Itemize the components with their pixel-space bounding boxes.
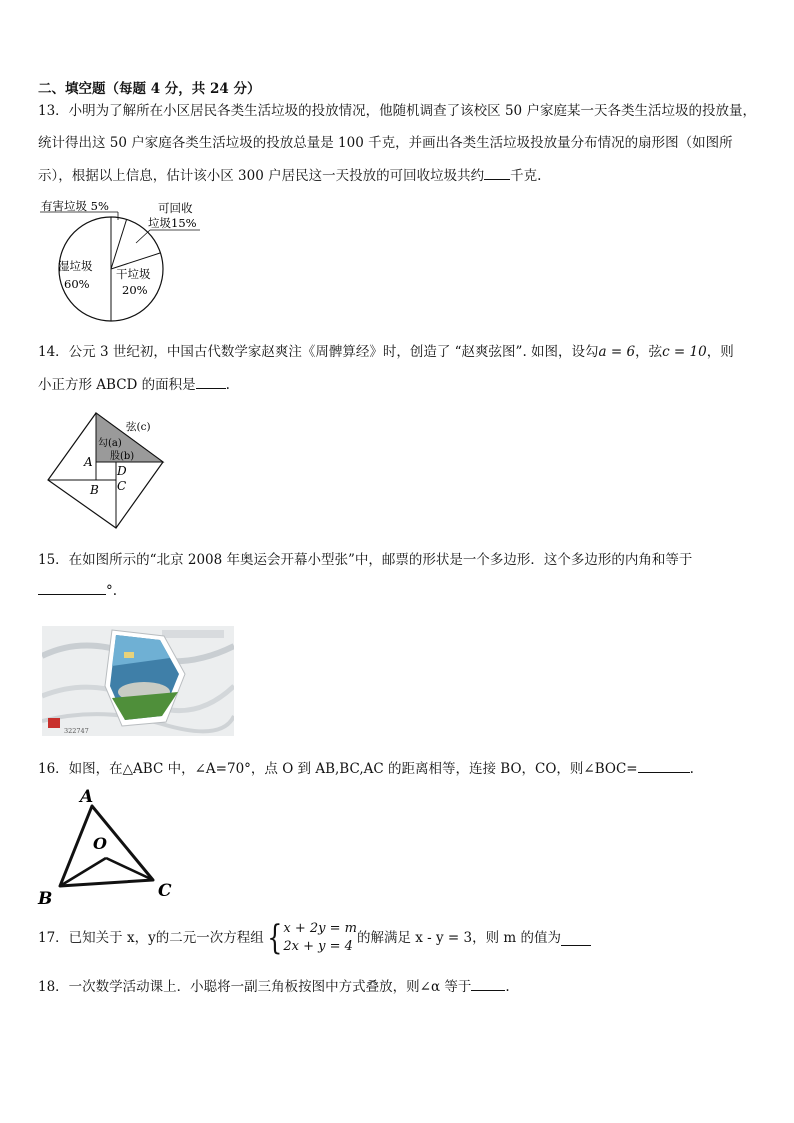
equation-2: 2x + y = 4 <box>283 939 353 954</box>
label-gu: 股(b) <box>110 451 135 462</box>
q16-triangle-diagram <box>36 782 181 910</box>
q13-line3 <box>38 165 541 186</box>
q14-a-eq: a = 6 <box>598 344 636 360</box>
q17-line <box>38 920 591 956</box>
q16-line <box>38 758 694 779</box>
q18-answer-blank[interactable] <box>471 976 505 991</box>
q14-answer-blank[interactable] <box>196 374 226 389</box>
pie-label-dry-2: 20% <box>122 283 148 297</box>
q17-equation-system <box>264 920 357 956</box>
pie-label-dry-1: 干垃圾 <box>116 267 151 281</box>
vertex-C: C <box>158 881 172 901</box>
stamp-serial: 322747 <box>64 727 89 735</box>
point-O: O <box>93 834 107 853</box>
q14-line1-text: 14．公元 3 世纪初，中国古代数学家赵爽注《周髀算经》时，创造了 “赵爽弦图”. 如图，设勾 <box>38 344 599 360</box>
q14-zhao-shuang-diagram <box>40 410 175 535</box>
q13-answer-blank[interactable] <box>484 165 510 180</box>
pie-label-harmful: 有害垃圾 5% <box>41 199 109 213</box>
label-A: A <box>84 455 93 469</box>
q13-pie-chart <box>38 198 218 328</box>
system-brace: { <box>266 918 283 958</box>
q15-line2 <box>38 580 117 601</box>
q18-line-end: . <box>505 979 510 995</box>
vertex-A: A <box>80 787 94 807</box>
vertex-B: B <box>38 889 53 909</box>
sheet-header-text-strip <box>162 630 224 638</box>
q14-line2 <box>38 374 230 395</box>
system-lines <box>283 920 357 956</box>
section-title: 二、填空题（每题 4 分，共 24 分） <box>38 81 261 97</box>
label-xian: 弦(c) <box>126 421 151 433</box>
stamp-emblem <box>124 652 134 658</box>
q14-line1 <box>38 342 734 362</box>
equation-1: x + 2y = m <box>283 921 357 936</box>
q14-line2-text: 小正方形 ABCD 的面积是 <box>38 377 196 393</box>
q15-answer-blank[interactable] <box>38 580 106 595</box>
q15-stamp-sheet-image <box>42 626 234 736</box>
q15-line2-end: °. <box>106 583 118 599</box>
q14-line2-end: . <box>225 377 230 393</box>
q16-text: 16．如图，在△ABC 中，∠A=70°，点 O 到 AB,BC,AC 的距离相等，连接 BO，CO，则∠BOC= <box>38 761 638 777</box>
q17-answer-blank[interactable] <box>561 931 591 946</box>
q18-text: 18．一次数学活动课上．小聪将一副三角板按图中方式叠放，则∠α 等于 <box>38 979 472 995</box>
q17-pre: 17．已知关于 x，y <box>38 930 156 946</box>
q13-line2: 统计得出这 50 户家庭各类生活垃圾的投放总量是 100 千克，并画出各类生活垃圾投放量分布情况的扇形图（如图所 <box>38 135 733 151</box>
q13-line3-end: 千克. <box>510 168 542 184</box>
q16-line-end: . <box>689 761 694 777</box>
q13-line1: 13．小明为了解所在小区居民各类生活垃圾的投放情况，他随机调查了该校区 50 户家庭某一天各类生活垃圾的投放量， <box>38 103 756 119</box>
q15-line1: 15．在如图所示的“北京 2008 年奥运会开幕小型张”中，邮票的形状是一个多边形．这个多边形的内角和等于 <box>38 552 693 568</box>
label-B: B <box>90 483 99 497</box>
q16-answer-blank[interactable] <box>638 758 690 773</box>
q14-c-eq: c = 10 <box>662 344 707 360</box>
q17-post: 的解满足 x - y = 3，则 m 的值为 <box>356 930 561 946</box>
label-gou: 勾(a) <box>98 438 122 449</box>
pie-label-recyclable-2: 垃圾15% <box>148 216 197 230</box>
q14-line1-end: ，则 <box>706 344 734 360</box>
olympic-logo-icon <box>48 718 60 728</box>
label-D: D <box>117 464 127 478</box>
label-C: C <box>117 479 127 493</box>
q13-line3-text: 示），根据以上信息，估计该小区 300 户居民这一天投放的可回收垃圾共约 <box>38 168 485 184</box>
pie-label-wet-1: 湿垃圾 <box>58 259 93 273</box>
q17-pre2: 的二元一次方程组 <box>155 930 264 946</box>
q14-line1-mid: ，弦 <box>635 344 663 360</box>
pie-label-wet-2: 60% <box>64 277 90 291</box>
q18-line <box>38 976 510 997</box>
pie-label-recyclable-1: 可回收 <box>158 201 193 215</box>
